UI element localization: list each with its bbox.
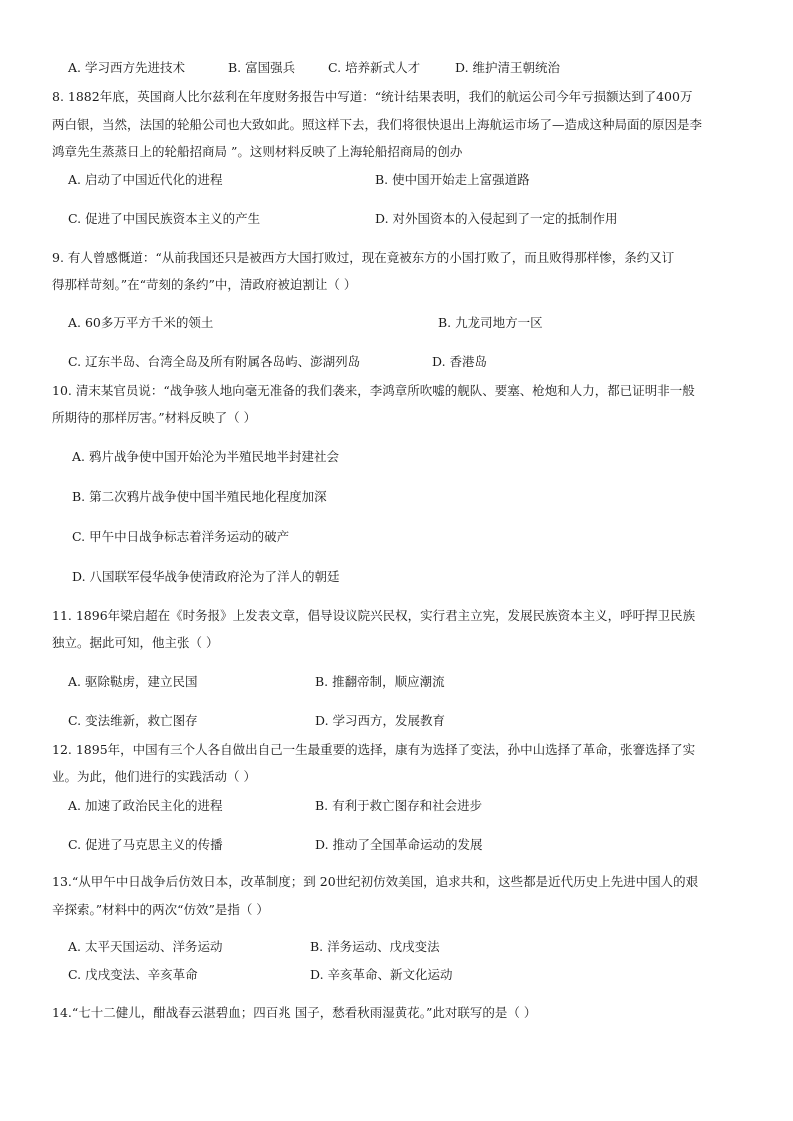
q9-option-a: A. 60多万平方千米的领土: [68, 315, 214, 330]
q7-option-a: A. 学习西方先进技术: [68, 60, 185, 75]
q9-option-d: D. 香港岛: [432, 354, 488, 369]
q12-stem-line-1: 12. 1895年，中国有三个人各自做出自己一生最重要的选择，康有为选择了变法，孙中山选择了革命，张謇选择了实: [52, 742, 696, 757]
q11-option-b: B. 推翻帝制，顺应潮流: [315, 674, 445, 689]
q8-option-a: A. 启动了中国近代化的进程: [68, 172, 223, 187]
q8-stem-line-3: 鸿章先生蒸蒸日上的轮船招商局 ”。这则材料反映了上海轮船招商局的创办: [52, 144, 463, 159]
q12-option-b: B. 有利于救亡图存和社会进步: [315, 798, 483, 813]
q13-option-d: D. 辛亥革命、新文化运动: [310, 967, 453, 982]
q8-stem-line-1: 8. 1882年底，英国商人比尔兹利在年度财务报告中写道：“统计结果表明，我们的航运公司今年亏损额达到了400万: [52, 89, 693, 104]
q11-stem-line-2: 独立。据此可知，他主张（ ）: [52, 635, 219, 650]
q9-option-b: B. 九龙司地方一区: [438, 315, 543, 330]
q8-option-c: C. 促进了中国民族资本主义的产生: [68, 211, 261, 226]
q12-option-d: D. 推动了全国革命运动的发展: [315, 837, 483, 852]
q14-stem-line-1: 14.“七十二健儿，酣战春云湛碧血；四百兆 国子，愁看秋雨湿黄花。”此对联写的是（ ）: [52, 1005, 537, 1020]
q7-option-c: C. 培养新式人才: [328, 60, 421, 75]
q10-stem-line-1: 10. 清末某官员说：“战争骇人地向毫无准备的我们袭来，李鸿章所吹嘘的舰队、要塞、枪炮和人力，都已证明非一般: [52, 383, 695, 398]
q8-option-b: B. 使中国开始走上富强道路: [375, 172, 530, 187]
q12-stem-line-2: 业。为此，他们进行的实践活动（ ）: [52, 769, 256, 784]
q10-option-c: C. 甲午中日战争标志着洋务运动的破产: [72, 529, 290, 544]
q11-option-d: D. 学习西方，发展教育: [315, 713, 446, 728]
q11-option-c: C. 变法维新，救亡图存: [68, 713, 198, 728]
q7-option-d: D. 维护清王朝统治: [455, 60, 561, 75]
q10-option-d: D. 八国联军侵华战争使清政府沦为了洋人的朝廷: [72, 569, 340, 584]
q10-option-b: B. 第二次鸦片战争使中国半殖民地化程度加深: [72, 489, 327, 504]
q8-stem-line-2: 两白银，当然，法国的轮船公司也大致如此。照这样下去，我们将很快退出上海航运市场了—造成这种局面的原因是李: [52, 117, 703, 132]
q9-stem-line-2: 得那样苛刻。”在“苛刻的条约”中，清政府被迫割让（ ）: [52, 277, 357, 292]
q13-option-c: C. 戊戌变法、辛亥革命: [68, 967, 198, 982]
q10-option-a: A. 鸦片战争使中国开始沦为半殖民地半封建社会: [72, 449, 339, 464]
q12-option-a: A. 加速了政治民主化的进程: [68, 798, 223, 813]
q7-option-b: B. 富国强兵: [228, 60, 296, 75]
q8-option-d: D. 对外国资本的入侵起到了一定的抵制作用: [375, 211, 618, 226]
q12-option-c: C. 促进了马克思主义的传播: [68, 837, 223, 852]
q13-option-b: B. 洋务运动、戊戌变法: [310, 939, 440, 954]
q13-stem-line-1: 13.“从甲午中日战争后仿效日本，改革制度；到 20世纪初仿效美国，追求共和，这些都是近代历史上先进中国人的艰: [52, 874, 699, 889]
q13-option-a: A. 太平天国运动、洋务运动: [68, 939, 223, 954]
q11-stem-line-1: 11. 1896年梁启超在《时务报》上发表文章，倡导设议院兴民权，实行君主立宪，发展民族资本主义，呼吁捍卫民族: [52, 608, 696, 623]
q13-stem-line-2: 辛探索。”材料中的两次“仿效”是指（ ）: [52, 902, 269, 917]
q9-option-c: C. 辽东半岛、台湾全岛及所有附属各岛屿、澎湖列岛: [68, 354, 361, 369]
q11-option-a: A. 驱除鞑虏，建立民国: [68, 674, 198, 689]
q9-stem-line-1: 9. 有人曾感慨道：“从前我国还只是被西方大国打败过，现在竟被东方的小国打败了，而且败得那样惨，条约又订: [52, 250, 675, 265]
q10-stem-line-2: 所期待的那样厉害。”材料反映了（ ）: [52, 410, 257, 425]
